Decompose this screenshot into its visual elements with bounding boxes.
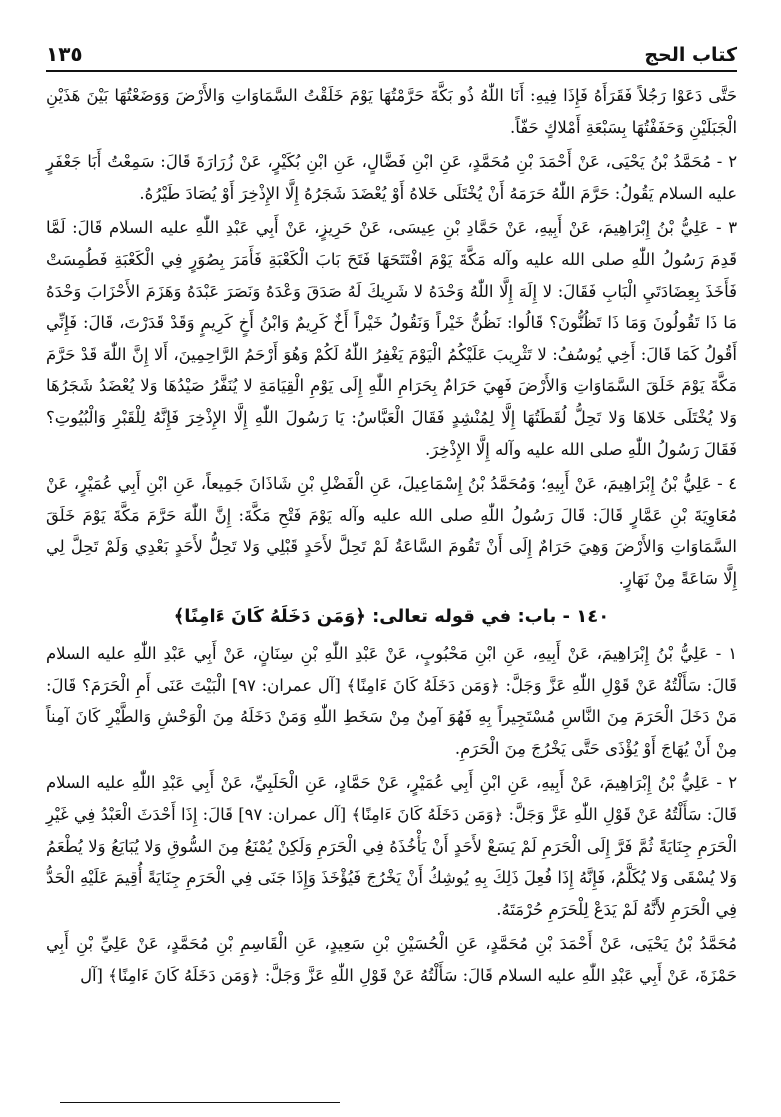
book-title: كتاب الحج bbox=[644, 44, 737, 66]
hadith-paragraph: ٤ - عَلِيُّ بْنُ إِبْرَاهِيمَ، عَنْ أَبِيهِ؛ وَمُحَمَّدُ بْنُ إِسْمَاعِيلَ، عَنِ الْفَضْلِ بْنِ شَاذَانَ جَمِيعاً، عَنِ ابْنِ أَبِي عُمَيْرٍ، عَنْ مُعَاوِيَةَ بْنِ عَمَّارٍ قَالَ: قَالَ رَسُولُ اللّٰهِ صلى الله عليه وآله يَوْمَ فَتْحِ مَكَّةَ: إِنَّ اللّٰهَ حَرَّمَ مَكَّةَ يَوْمَ خَلَقَ السَّمَاوَاتِ وَالأَرْضَ وَهِيَ حَرَامٌ إِلَى أَنْ تَقُومَ السَّاعَةُ لَمْ تَحِلَّ لأَحَدٍ قَبْلِي وَلا تَحِلُّ لأَحَدٍ بَعْدِي وَلَمْ تَحِلَّ لِي إِلَّا سَاعَةً مِنْ نَهَارٍ. bbox=[46, 474, 737, 588]
page-body bbox=[46, 80, 737, 995]
footnote-divider bbox=[60, 1102, 340, 1103]
hadith-paragraph: ١ - عَلِيُّ بْنُ إِبْرَاهِيمَ، عَنْ أَبِيهِ، عَنِ ابْنِ مَحْبُوبٍ، عَنْ عَبْدِ اللّٰهِ بْنِ سِنَانٍ، عَنْ أَبِي عَبْدِ اللّٰهِ عليه السلام قَالَ: سَأَلْتُهُ عَنْ قَوْلِ اللّٰهِ عَزَّ وَجَلَّ: ﴿وَمَن دَخَلَهُ كَانَ ءَامِنًا﴾ [آل عمران: ٩٧] الْبَيْتَ عَنَى أَمِ الْحَرَمَ؟ قَالَ: مَنْ دَخَلَ الْحَرَمَ مِنَ النَّاسِ مُسْتَجِيراً بِهِ فَهُوَ آمِنٌ مِنْ سَخَطِ اللّٰهِ وَمَنْ دَخَلَهُ مِنَ الْوَحْشِ وَالطَّيْرِ كَانَ آمِناً مِنْ أَنْ يُهَاجَ أَوْ يُؤْذَى حَتَّى يَخْرُجَ مِنَ الْحَرَمِ. bbox=[46, 644, 737, 758]
hadith-paragraph: مُحَمَّدُ بْنُ يَحْيَى، عَنْ أَحْمَدَ بْنِ مُحَمَّدٍ، عَنِ الْحُسَيْنِ بْنِ سَعِيدٍ، عَنِ الْقَاسِمِ بْنِ مُحَمَّدٍ، عَنْ عَلِيِّ بْنِ أَبِي حَمْزَةَ، عَنْ أَبِي عَبْدِ اللّٰهِ عليه السلام قَالَ: سَأَلْتُهُ عَنْ قَوْلِ اللّٰهِ عَزَّ وَجَلَّ: ﴿وَمَن دَخَلَهُ كَانَ ءَامِنًا﴾ [آل bbox=[46, 934, 737, 986]
hadith-paragraph: ٢ - عَلِيُّ بْنُ إِبْرَاهِيمَ، عَنْ أَبِيهِ، عَنِ ابْنِ أَبِي عُمَيْرٍ، عَنْ حَمَّادٍ، عَنِ الْحَلَبِيِّ، عَنْ أَبِي عَبْدِ اللّٰهِ عليه السلام قَالَ: سَأَلْتُهُ عَنْ قَوْلِ اللّٰهِ عَزَّ وَجَلَّ: ﴿وَمَن دَخَلَهُ كَانَ ءَامِنًا﴾ [آل عمران: ٩٧] قَالَ: إِذَا أَحْدَثَ الْعَبْدُ فِي غَيْرِ الْحَرَمِ جِنَايَةً ثُمَّ فَرَّ إِلَى الْحَرَمِ لَمْ يَسَعْ لأَحَدٍ أَنْ يَأْخُذَهُ فِي الْحَرَمِ وَلَكِنْ يُمْنَعُ مِنَ السُّوقِ وَلا يُبَايَعُ وَلا يُطْعَمُ وَلا يُسْقَى وَلا يُكَلَّمُ، فَإِنَّهُ إِذَا فُعِلَ ذَلِكَ بِهِ يُوشِكُ أَنْ يَخْرُجَ فَيُؤْخَذَ وَإِذَا جَنَى فِي الْحَرَمِ جِنَايَةً أُقِيمَ عَلَيْهِ الْحَدُّ فِي الْحَرَمِ لأَنَّهُ لَمْ يَدَعْ لِلْحَرَمِ حُرْمَتَهُ. bbox=[46, 773, 737, 919]
hadith-paragraph: ٢ - مُحَمَّدُ بْنُ يَحْيَى، عَنْ أَحْمَدَ بْنِ مُحَمَّدٍ، عَنِ ابْنِ فَضَّالٍ، عَنِ ابْنِ بُكَيْرٍ، عَنْ زُرَارَةَ قَالَ: سَمِعْتُ أَبَا جَعْفَرٍ عليه السلام يَقُولُ: حَرَّمَ اللّٰهُ حَرَمَهُ أَنْ يُخْتَلَى خَلاهُ أَوْ يُعْضَدَ شَجَرُهُ إِلَّا الإِذْخِرَ أَوْ يُصَادَ طَيْرُهُ. bbox=[46, 152, 737, 203]
hadith-paragraph: ٣ - عَلِيُّ بْنُ إِبْرَاهِيمَ، عَنْ أَبِيهِ، عَنْ حَمَّادِ بْنِ عِيسَى، عَنْ حَرِيزٍ، عَنْ أَبِي عَبْدِ اللّٰهِ عليه السلام قَالَ: لَمَّا قَدِمَ رَسُولُ اللّٰهِ صلى الله عليه وآله مَكَّةَ يَوْمَ افْتَتَحَهَا فَتَحَ بَابَ الْكَعْبَةِ فَأَمَرَ بِصُوَرٍ فِي الْكَعْبَةِ فَطُمِسَتْ فَأَخَذَ بِعِضَادَتَيِ الْبَابِ فَقَالَ: لا إِلَهَ إِلَّا اللّٰهُ وَحْدَهُ لا شَرِيكَ لَهُ صَدَقَ وَعْدَهُ وَنَصَرَ عَبْدَهُ وَهَزَمَ الأَحْزَابَ وَحْدَهُ مَا ذَا تَقُولُونَ وَمَا ذَا تَظُنُّونَ؟ قَالُوا: نَظُنُّ خَيْراً وَنَقُولُ خَيْراً أَخٌ كَرِيمٌ وَابْنُ أَخٍ كَرِيمٍ وَقَدْ قَدَرْتَ، قَالَ: فَإِنِّي أَقُولُ كَمَا قَالَ: أَخِي يُوسُفُ: لا تَثْرِيبَ عَلَيْكُمُ الْيَوْمَ يَغْفِرُ اللّٰهُ لَكُمْ وَهُوَ أَرْحَمُ الرَّاحِمِينَ، أَلا إِنَّ اللّٰهَ قَدْ حَرَّمَ مَكَّةَ يَوْمَ خَلَقَ السَّمَاوَاتِ وَالأَرْضَ فَهِيَ حَرَامٌ بِحَرَامِ اللّٰهِ إِلَى يَوْمِ الْقِيَامَةِ لا يُنَفَّرُ صَيْدُهَا وَلا يُعْضَدُ شَجَرُهَا وَلا يُخْتَلَى خَلاهَا وَلا تَحِلُّ لُقَطَتُهَا إِلَّا لِمُنْشِدٍ فَقَالَ الْعَبَّاسُ: يَا رَسُولَ اللّٰهِ إِلَّا الإِذْخِرَ فَإِنَّهُ لِلْقَبْرِ وَالْبُيُوتِ؟ فَقَالَ رَسُولُ اللّٰهِ صلى الله عليه وآله إِلَّا الإِذْخِرَ. bbox=[46, 218, 737, 459]
page-header bbox=[46, 26, 737, 72]
page-number: ١٣٥ bbox=[46, 42, 83, 66]
paragraph: حَتَّى دَعَوْا رَجُلاً فَقَرَأَهُ فَإِذَا فِيهِ: أَنَا اللّٰهُ ذُو بَكَّةَ حَرَّمْتُهَا يَوْمَ خَلَقْتُ السَّمَاوَاتِ وَالأَرْضَ وَوَضَعْتُهَا بَيْنَ هَذَيْنِ الْجَبَلَيْنِ وَحَفَفْتُهَا بِسَبْعَةِ أَمْلاكٍ حَفّاً. bbox=[46, 86, 737, 137]
chapter-heading: ١٤٠ - باب: في قوله تعالى: ﴿وَمَن دَخَلَهُ كَانَ ءَامِنًا﴾ bbox=[173, 605, 610, 627]
